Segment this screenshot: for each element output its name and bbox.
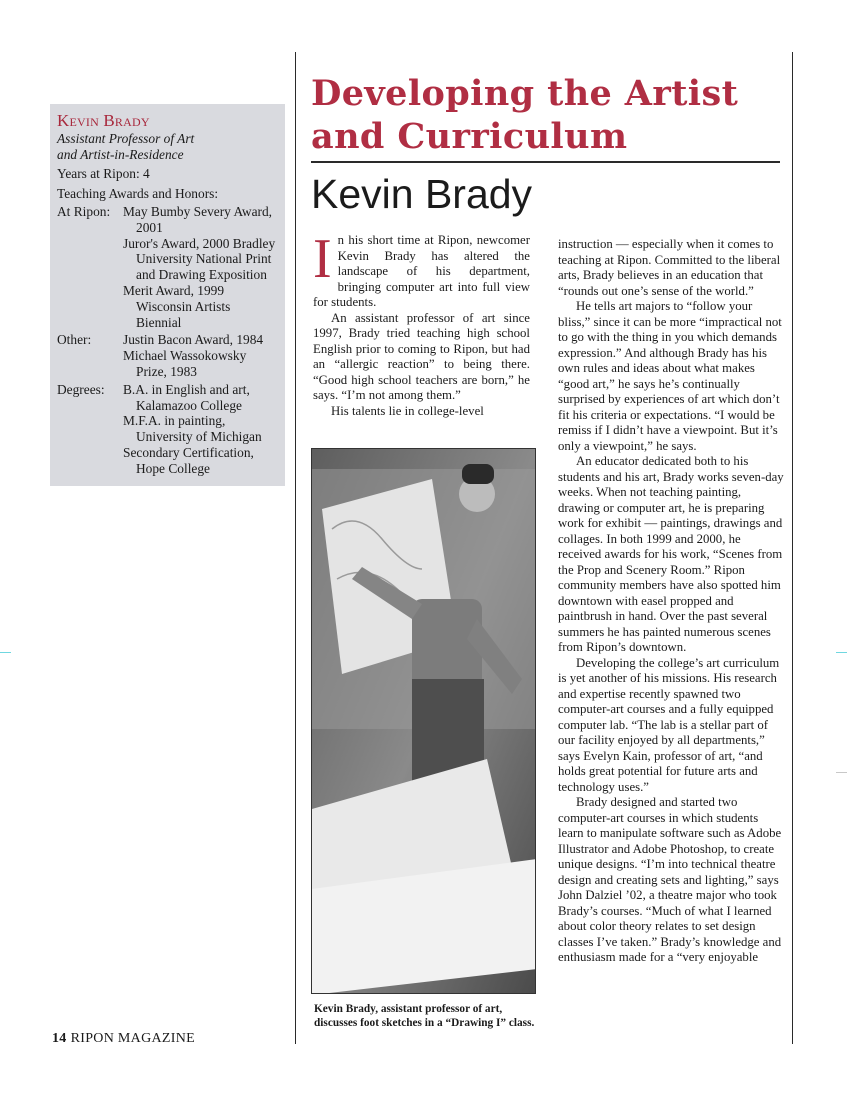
bio-group-other bbox=[57, 332, 279, 379]
page-folio bbox=[52, 1031, 195, 1047]
crop-mark bbox=[836, 652, 847, 653]
column-rule-left bbox=[295, 52, 296, 1044]
article-title-line-2: and Curriculum bbox=[311, 116, 628, 157]
article-title-line-1: Developing the Artist bbox=[311, 73, 739, 114]
page-number: 14 bbox=[52, 1031, 67, 1046]
body-paragraph: instruction — especially when it comes to teaching at Ripon. Committed to the liberal arts, Brady believes in an education that “rounds out one’s sense of the world.” bbox=[558, 237, 781, 298]
body-paragraph: His talents lie in college-level bbox=[331, 403, 484, 418]
bio-group-label: At Ripon: bbox=[57, 204, 111, 219]
bio-group-label: Other: bbox=[57, 332, 92, 348]
article-photo bbox=[311, 448, 536, 994]
bio-awards-heading: Teaching Awards and Honors: bbox=[57, 186, 219, 201]
article-column-1 bbox=[313, 228, 530, 419]
body-paragraph: An educator dedicated both to his students and his art, Brady works seven-day weeks. When not teaching painting, drawing or computer art, he is preparing work for exhibit — paintings, drawings and collages. In both 1999 and 2000, he received awards for his work, “Scenes from the Prop and Scenery Room.” Ripon community members have also spotted him downtown with easel propped and paintbrush in hand. Over the past several summers he has painted numerous scenes from Ripon’s downtown. bbox=[558, 454, 784, 654]
title-underline-rule bbox=[311, 161, 780, 163]
body-paragraph: He tells art majors to “follow your bliss,” since it can be more “impractical not to go with the thing in you which demands expression.” And although Brady has his own rules and ideas about what makes “good art,” he says he’s continually surprised by experiences of art which don’t fit his criteria or expectations. “I would be remiss if I didn’t have a viewpoint. But it’s only a viewpoint,” he says. bbox=[558, 299, 782, 453]
bio-entry: Michael Wassokowsky Prize, 1983 bbox=[123, 348, 247, 379]
bio-group-label: Degrees: bbox=[57, 381, 105, 397]
bio-entry: Secondary Certification, Hope College bbox=[123, 444, 254, 476]
photo-illustration bbox=[312, 449, 536, 994]
sidebar-bio-box bbox=[50, 104, 285, 486]
bio-entry: Juror's Award, 2000 Bradley University National Print and Drawing Exposition bbox=[123, 235, 276, 283]
bio-role-line-1: Assistant Professor of Art bbox=[57, 131, 195, 146]
body-paragraph: In his short time at Ripon, newcomer Kevin Brady has altered the landscape of his department, bringing computer art into full view for students. bbox=[313, 228, 530, 309]
bio-entry: B.A. in English and art, Kalamazoo College bbox=[123, 381, 250, 413]
bio-entry: Justin Bacon Award, 1984 bbox=[123, 332, 264, 348]
body-paragraph: Developing the college’s art curriculum is yet another of his missions. His research and expertise recently spawned two computer-art courses and a fully equipped computer lab. “The lab is a stellar part of our facility enjoyed by all departments,” says Evelyn Kain, professor of art, “and holds great potential for future arts and technology uses.” bbox=[558, 655, 780, 794]
photo-caption: Kevin Brady, assistant professor of art, discusses foot sketches in a “Drawing I” class. bbox=[314, 1003, 535, 1029]
bio-group-degrees bbox=[57, 382, 279, 477]
body-paragraph: Brady designed and started two computer-art courses in which students learn to manipulate software such as Adobe Illustrator and Adobe Photoshop, to create unique designs. “I’m into technical theatre design and creating sets and lighting,” says John Dalziel ’02, a theatre major who took Brady’s courses. “Much of what I learned about color theory relates to set design classes I’ve taken.” Brady’s knowledge and enthusiasm made for a “very enjoyable bbox=[558, 795, 782, 964]
crop-mark bbox=[0, 652, 11, 653]
bio-name: Kevin Brady bbox=[57, 111, 150, 130]
column-rule-right bbox=[792, 52, 793, 1044]
body-paragraph: An assistant professor of art since 1997, Brady tried teaching high school English prior to coming to Ripon, but had an “allergic reaction” to being there. “Good high school teachers are born,” he says. “I’m not among them.” bbox=[313, 310, 530, 402]
bio-entry: May Bumby Severy Award, 2001 bbox=[123, 204, 273, 235]
bio-role-line-2: and Artist-in-Residence bbox=[57, 147, 184, 162]
drop-cap: I bbox=[313, 228, 332, 290]
bio-group-ripon bbox=[57, 204, 279, 330]
bio-entry: M.F.A. in painting, University of Michigan bbox=[123, 413, 262, 445]
bio-years: Years at Ripon: 4 bbox=[57, 166, 150, 181]
crop-mark bbox=[836, 772, 847, 773]
article-column-2 bbox=[558, 237, 786, 966]
article-title bbox=[311, 72, 786, 158]
article-author: Kevin Brady bbox=[311, 171, 533, 217]
publication-name: RIPON MAGAZINE bbox=[70, 1031, 195, 1046]
bio-entry: Merit Award, 1999 Wisconsin Artists Biennial bbox=[123, 282, 231, 330]
